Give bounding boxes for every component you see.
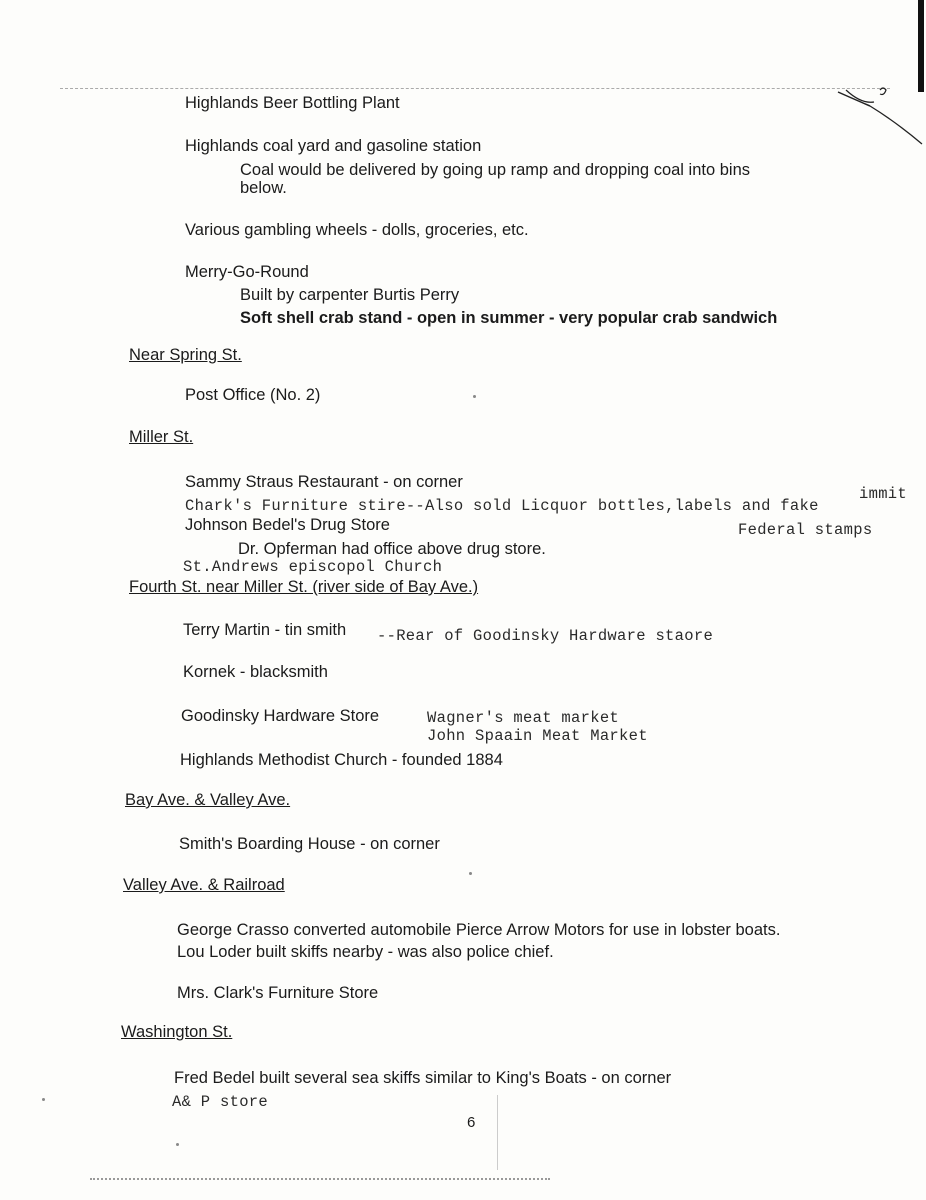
entry-immit-typed: immit [859,485,908,503]
heading-miller-st: Miller St. [129,428,194,446]
bottom-rule [90,1178,550,1180]
entry-drug-store: Johnson Bedel's Drug Store [185,516,390,534]
entry-post-office: Post Office (No. 2) [185,386,321,404]
top-rule [60,88,890,89]
entry-fred-bedel: Fred Bedel built several sea skiffs similar to King's Boats - on corner [174,1069,672,1087]
entry-st-andrews-typed: St.Andrews episcopol Church [183,558,443,576]
scan-speck [42,1098,45,1101]
heading-valley-railroad: Valley Ave. & Railroad [123,876,285,894]
entry-federal-stamps-typed: Federal stamps [738,521,873,539]
entry-methodist-church: Highlands Methodist Church - founded 1884 [180,751,503,769]
scan-speck [473,395,476,398]
entry-coal-yard: Highlands coal yard and gasoline station [185,137,482,155]
entry-terry-martin: Terry Martin - tin smith [183,621,347,639]
entry-furniture-store-typed: Chark's Furniture stire--Also sold Licquor bottles,labels and fake [185,497,819,515]
entry-rear-goodinsky-typed: --Rear of Goodinsky Hardware staore [377,627,714,645]
entry-crab-stand: Soft shell crab stand - open in summer - very popular crab sandwich [240,309,778,327]
entry-lou-loder: Lou Loder built skiffs nearby - was also police chief. [177,943,554,961]
entry-coal-delivery-cont: below. [240,179,287,197]
scan-edge-mark [918,0,924,92]
entry-mrs-clark: Mrs. Clark's Furniture Store [177,984,379,1002]
entry-beer-bottling-plant: Highlands Beer Bottling Plant [185,94,400,112]
entry-merry-go-round: Merry-Go-Round [185,263,309,281]
entry-goodinsky-hardware: Goodinsky Hardware Store [181,707,380,725]
corner-scribble [836,82,926,152]
entry-coal-delivery: Coal would be delivered by going up ramp and dropping coal into bins [240,161,751,179]
entry-ap-store-typed: A& P store [172,1093,269,1111]
scan-speck [176,1143,179,1146]
scan-artifact-line [497,1095,498,1170]
entry-dr-opferman: Dr. Opferman had office above drug store. [238,540,546,558]
entry-spaain-meat-typed: John Spaain Meat Market [427,727,648,745]
entry-gambling-wheels: Various gambling wheels - dolls, groceries, etc. [185,221,529,239]
entry-straus-restaurant: Sammy Straus Restaurant - on corner [185,473,463,491]
heading-bay-valley-ave: Bay Ave. & Valley Ave. [125,791,291,809]
entry-carpenter: Built by carpenter Burtis Perry [240,286,460,304]
page-number: 6 [467,1114,476,1131]
entry-kornek: Kornek - blacksmith [183,663,328,681]
entry-smiths-boarding-house: Smith's Boarding House - on corner [179,835,440,853]
entry-wagner-meat-typed: Wagner's meat market [427,709,620,727]
heading-washington-st: Washington St. [121,1023,233,1041]
scan-speck [469,872,472,875]
heading-near-spring-st: Near Spring St. [129,346,242,364]
entry-george-crasso: George Crasso converted automobile Pierce Arrow Motors for use in lobster boats. [177,921,781,939]
heading-fourth-st: Fourth St. near Miller St. (river side of Bay Ave.) [129,578,479,596]
